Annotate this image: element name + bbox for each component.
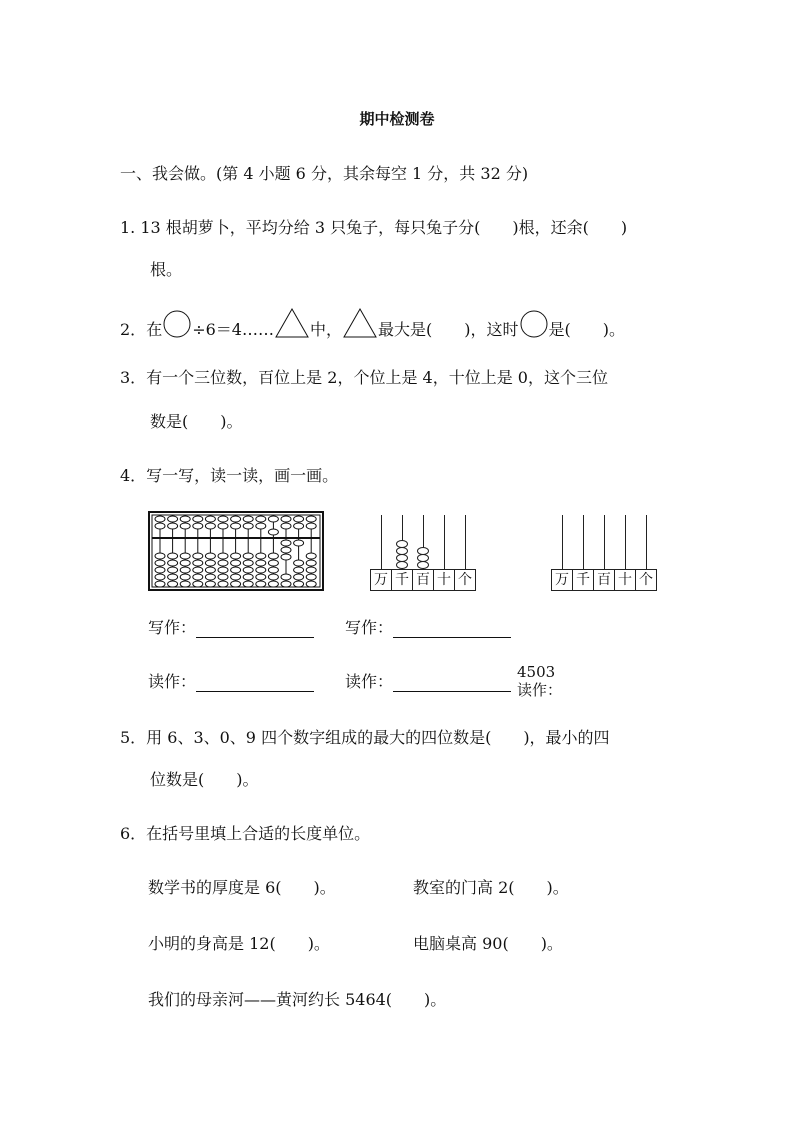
abacus-figure: [148, 511, 324, 591]
question-3-line-1: 3．有一个三位数，百位上是 2，个位上是 4，十位上是 0，这个三位: [120, 368, 608, 387]
bead: [281, 581, 291, 587]
bead: [268, 516, 278, 522]
bead: [306, 567, 316, 573]
bead: [231, 574, 241, 580]
bead: [155, 567, 165, 573]
bead: [205, 574, 215, 580]
question-6-item: 教室的门高 2( )。: [413, 878, 569, 897]
triangle-icon: [274, 307, 310, 339]
bead: [193, 567, 203, 573]
bead: [306, 560, 316, 566]
question-5-line-2: 位数是( )。: [150, 770, 259, 789]
question-2: [120, 320, 625, 340]
question-6-item: 电脑桌高 90( )。: [413, 934, 563, 953]
bead: [281, 547, 291, 553]
bead: [417, 561, 429, 569]
bead: [155, 523, 165, 529]
bead: [205, 516, 215, 522]
bead: [268, 574, 278, 580]
bead: [168, 516, 178, 522]
bead: [231, 516, 241, 522]
bead: [281, 523, 291, 529]
question-3-line-2: 数是( )。: [150, 412, 243, 431]
bead: [256, 523, 266, 529]
circle-icon: [519, 309, 549, 339]
read-label: 读作：: [148, 672, 197, 691]
bead: [218, 516, 228, 522]
bead: [306, 523, 316, 529]
question-1-line-2: 根。: [150, 260, 183, 279]
bead: [281, 574, 291, 580]
bead: [268, 560, 278, 566]
bead: [268, 529, 278, 535]
bead: [180, 574, 190, 580]
place-label: 个: [458, 572, 472, 588]
bead: [243, 516, 253, 522]
bead: [243, 553, 253, 559]
bead: [218, 581, 228, 587]
bead: [193, 560, 203, 566]
read-row-2: [345, 672, 511, 692]
place-label: 万: [371, 570, 392, 590]
bead: [193, 581, 203, 587]
question-1-line-1: 1. 13 根胡萝卜，平均分给 3 只兔子，每只兔子分( )根，还余( ): [120, 218, 628, 237]
bead: [294, 523, 304, 529]
place-label: 百: [594, 570, 615, 590]
bead: [180, 567, 190, 573]
answer-blank[interactable]: [393, 621, 511, 638]
given-number: 4503: [517, 663, 556, 681]
circle-icon: [162, 309, 192, 339]
bead: [205, 567, 215, 573]
bead: [168, 560, 178, 566]
bead: [256, 516, 266, 522]
bead: [168, 581, 178, 587]
bead: [294, 574, 304, 580]
bead: [306, 574, 316, 580]
answer-blank[interactable]: [393, 675, 511, 692]
place-label: 千: [392, 570, 413, 590]
bead: [306, 516, 316, 522]
question-2-text-b: ÷6＝4……: [192, 320, 274, 339]
answer-blank[interactable]: [196, 621, 314, 638]
bead: [294, 516, 304, 522]
write-label: 写作：: [345, 618, 394, 637]
bead: [205, 553, 215, 559]
bead: [243, 560, 253, 566]
bead: [281, 516, 291, 522]
bead: [155, 516, 165, 522]
bead: [268, 581, 278, 587]
bead: [180, 581, 190, 587]
place-label: 万: [552, 570, 573, 590]
bead: [306, 553, 316, 559]
bead: [155, 553, 165, 559]
place-label: 十: [615, 570, 636, 590]
bead: [180, 553, 190, 559]
bead: [193, 516, 203, 522]
bead: [218, 567, 228, 573]
section-header: 一、我会做。(第 4 小题 6 分，其余每空 1 分，共 32 分): [120, 164, 529, 183]
bead: [268, 567, 278, 573]
write-row-1: [148, 618, 314, 638]
question-2-text-c: 中，: [309, 320, 342, 339]
given-read-label: 读作：: [517, 681, 563, 699]
bead: [231, 560, 241, 566]
question-6-item: 我们的母亲河——黄河约长 5464( )。: [148, 990, 447, 1009]
answer-blank[interactable]: [196, 675, 314, 692]
bead: [218, 553, 228, 559]
write-row-2: [345, 618, 511, 638]
bead: [396, 561, 408, 569]
bead: [180, 523, 190, 529]
question-6-item: 数学书的厚度是 6( )。: [148, 878, 336, 897]
question-2-text-e: 是( )。: [548, 320, 625, 339]
bead: [180, 560, 190, 566]
bead: [155, 574, 165, 580]
bead: [231, 567, 241, 573]
bead: [193, 523, 203, 529]
bead: [256, 581, 266, 587]
bead: [243, 574, 253, 580]
bead: [281, 554, 291, 560]
bead: [243, 567, 253, 573]
bead: [205, 560, 215, 566]
triangle-icon: [342, 307, 378, 339]
bead: [306, 581, 316, 587]
bead: [268, 553, 278, 559]
bead: [218, 560, 228, 566]
bead: [256, 553, 266, 559]
question-6-line-1: 6．在括号里填上合适的长度单位。: [120, 824, 371, 843]
bead: [231, 553, 241, 559]
bead: [155, 581, 165, 587]
bead: [205, 523, 215, 529]
place-label: 千: [573, 570, 594, 590]
bead: [168, 523, 178, 529]
read-row-1: [148, 672, 314, 692]
place-value-labels-1: [370, 569, 476, 591]
bead: [155, 560, 165, 566]
bead: [294, 581, 304, 587]
bead: [168, 567, 178, 573]
write-label: 写作：: [148, 618, 197, 637]
read-label: 读作：: [345, 672, 394, 691]
bead: [168, 553, 178, 559]
bead: [294, 560, 304, 566]
question-2-text-a: 在: [146, 320, 163, 339]
place-label: 个: [639, 572, 653, 588]
bead: [218, 574, 228, 580]
bead: [281, 540, 291, 546]
bead: [294, 540, 304, 546]
bead: [193, 553, 203, 559]
place-label: 百: [413, 570, 434, 590]
question-6-item: 小明的身高是 12( )。: [148, 934, 330, 953]
question-5-line-1: 5．用 6、3、0、9 四个数字组成的最大的四位数是( )，最小的四: [120, 728, 610, 747]
bead: [256, 574, 266, 580]
place-value-labels-2: [551, 569, 657, 591]
question-2-number: 2．: [120, 320, 147, 339]
question-4-line-1: 4．写一写，读一读，画一画。: [120, 466, 339, 485]
bead: [294, 567, 304, 573]
bead: [180, 516, 190, 522]
bead: [243, 523, 253, 529]
bead: [231, 523, 241, 529]
place-label: 十: [434, 570, 455, 590]
bead: [168, 574, 178, 580]
bead: [256, 560, 266, 566]
question-2-text-d: 最大是( )，这时: [378, 320, 519, 339]
bead: [193, 574, 203, 580]
bead: [256, 567, 266, 573]
bead: [231, 581, 241, 587]
bead: [218, 523, 228, 529]
bead: [205, 581, 215, 587]
bead: [243, 581, 253, 587]
page-title: 期中检测卷: [359, 110, 435, 128]
